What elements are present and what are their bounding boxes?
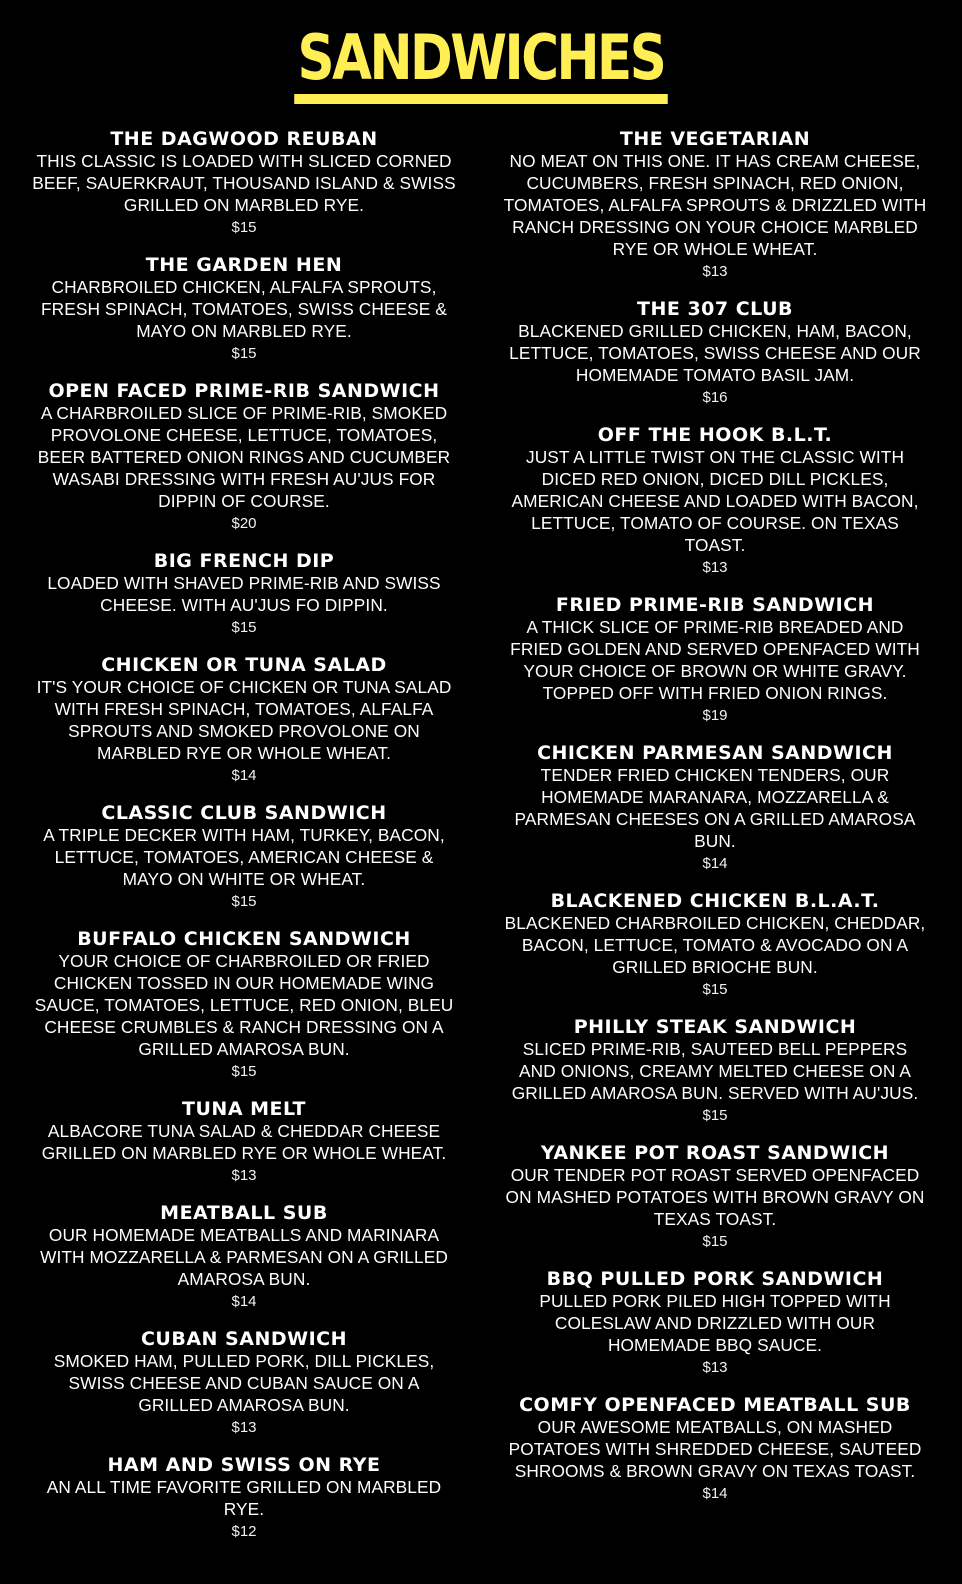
menu-item-price: $15	[231, 893, 257, 910]
menu-item	[503, 742, 927, 874]
menu-item	[30, 380, 458, 534]
menu-item-price: $15	[702, 1107, 728, 1124]
title-wrap	[0, 21, 962, 104]
menu-item-name: TUNA MELT	[182, 1098, 306, 1120]
menu-item	[30, 550, 458, 638]
menu-item-price: $14	[231, 767, 257, 784]
menu-item-name: BLACKENED CHICKEN B.L.A.T.	[550, 890, 880, 912]
menu-item-price: $13	[702, 559, 728, 576]
menu-item-price: $15	[231, 219, 257, 236]
menu-item-description: JUST A LITTLE TWIST ON THE CLASSIC WITH DICED RED ONION, DICED DILL PICKLES, AMERICAN CHEESE AND LOADED WITH BACON, LETTUCE, TOMATO OF COURSE. ON TEXAS TOAST.	[511, 447, 919, 555]
menu-item-price: $13	[231, 1167, 257, 1184]
menu-item-price: $20	[231, 515, 257, 532]
menu-item-description: ALBACORE TUNA SALAD & CHEDDAR CHEESE GRILLED ON MARBLED RYE OR WHOLE WHEAT.	[41, 1121, 447, 1163]
menu-item-description: BLACKENED CHARBROILED CHICKEN, CHEDDAR, BACON, LETTUCE, TOMATO & AVOCADO ON A GRILLED BRIOCHE BUN.	[504, 913, 926, 977]
menu-item	[30, 802, 458, 912]
menu-item-name: CHICKEN OR TUNA SALAD	[101, 654, 387, 676]
menu-item-description: YOUR CHOICE OF CHARBROILED OR FRIED CHICKEN TOSSED IN OUR HOMEMADE WING SAUCE, TOMATOES, LETTUCE, RED ONION, BLEU CHEESE CRUMBLES & RANCH DRESSING ON A GRILLED AMAROSA BUN.	[34, 951, 454, 1059]
menu-item-price: $13	[702, 1359, 728, 1376]
menu-item-name: PHILLY STEAK SANDWICH	[573, 1016, 857, 1038]
menu-item-description: OUR TENDER POT ROAST SERVED OPENFACED ON MASHED POTATOES WITH BROWN GRAVY ON TEXAS TOAST.	[505, 1165, 925, 1229]
menu-item-description: SMOKED HAM, PULLED PORK, DILL PICKLES, SWISS CHEESE AND CUBAN SAUCE ON A GRILLED AMAROSA BUN.	[53, 1351, 435, 1415]
menu-item-description: IT'S YOUR CHOICE OF CHICKEN OR TUNA SALAD WITH FRESH SPINACH, TOMATOES, ALFALFA SPROUTS AND SMOKED PROVOLONE ON MARBLED RYE OR WHOLE WHEAT.	[36, 677, 452, 763]
menu-item-name: THE 307 CLUB	[636, 298, 793, 320]
menu-item	[503, 594, 927, 726]
menu-item	[503, 890, 927, 1000]
menu-item-description: AN ALL TIME FAVORITE GRILLED ON MARBLED RYE.	[46, 1477, 442, 1519]
menu-item	[30, 1454, 458, 1542]
menu-item-price: $15	[702, 981, 728, 998]
menu-item-description: CHARBROILED CHICKEN, ALFALFA SPROUTS, FRESH SPINACH, TOMATOES, SWISS CHEESE & MAYO ON MARBLED RYE.	[41, 277, 447, 341]
menu-item-name: BIG FRENCH DIP	[153, 550, 335, 572]
menu-item-name: MEATBALL SUB	[160, 1202, 328, 1224]
menu-item	[30, 128, 458, 238]
menu-item	[30, 654, 458, 786]
menu-item-price: $12	[231, 1523, 257, 1540]
menu-item-description: LOADED WITH SHAVED PRIME-RIB AND SWISS CHEESE. WITH AU'JUS FO DIPPIN.	[47, 573, 441, 615]
menu-item-name: OPEN FACED PRIME-RIB SANDWICH	[48, 380, 440, 402]
menu-item-description: BLACKENED GRILLED CHICKEN, HAM, BACON, LETTUCE, TOMATOES, SWISS CHEESE AND OUR HOMEMADE TOMATO BASIL JAM.	[509, 321, 921, 385]
menu-item-description: THIS CLASSIC IS LOADED WITH SLICED CORNED BEEF, SAUERKRAUT, THOUSAND ISLAND & SWISS GRILLED ON MARBLED RYE.	[32, 151, 456, 215]
menu-item-description: TENDER FRIED CHICKEN TENDERS, OUR HOMEMADE MARANARA, MOZZARELLA & PARMESAN CHEESES ON A GRILLED AMAROSA BUN.	[514, 765, 916, 851]
menu-item-name: FRIED PRIME-RIB SANDWICH	[555, 594, 875, 616]
menu-item	[503, 298, 927, 408]
menu-item-price: $15	[231, 1063, 257, 1080]
menu-item-price: $16	[702, 389, 728, 406]
menu-item-description: OUR HOMEMADE MEATBALLS AND MARINARA WITH MOZZARELLA & PARMESAN ON A GRILLED AMAROSA BUN.	[40, 1225, 448, 1289]
menu-item-price: $15	[231, 345, 257, 362]
menu-item-price: $13	[231, 1419, 257, 1436]
menu-item-name: COMFY OPENFACED MEATBALL SUB	[519, 1394, 911, 1416]
menu-item	[30, 1098, 458, 1186]
menu-item-price: $14	[702, 855, 728, 872]
menu-item-description: A CHARBROILED SLICE OF PRIME-RIB, SMOKED PROVOLONE CHEESE, LETTUCE, TOMATOES, BEER BATTERED ONION RINGS AND CUCUMBER WASABI DRESSING WITH FRESH AU'JUS FOR DIPPIN OF COURSE.	[37, 403, 451, 511]
menu-item	[503, 1142, 927, 1252]
menu-item	[503, 128, 927, 282]
menu-item-name: CHICKEN PARMESAN SANDWICH	[537, 742, 893, 764]
menu-item-description: A TRIPLE DECKER WITH HAM, TURKEY, BACON, LETTUCE, TOMATOES, AMERICAN CHEESE & MAYO ON WHITE OR WHEAT.	[43, 825, 445, 889]
menu-item-description: A THICK SLICE OF PRIME-RIB BREADED AND FRIED GOLDEN AND SERVED OPENFACED WITH YOUR CHOICE OF BROWN OR WHITE GRAVY. TOPPED OFF WITH FRIED ONION RINGS.	[510, 617, 920, 703]
menu-item-name: CUBAN SANDWICH	[140, 1328, 347, 1350]
menu-item-name: YANKEE POT ROAST SANDWICH	[540, 1142, 890, 1164]
menu-item	[30, 928, 458, 1082]
menu-item-price: $15	[702, 1233, 728, 1250]
menu-item	[30, 1202, 458, 1312]
menu-item-name: HAM AND SWISS ON RYE	[107, 1454, 381, 1476]
menu-item-price: $14	[702, 1485, 728, 1502]
menu-item-name: THE DAGWOOD REUBAN	[110, 128, 378, 150]
menu-title: SANDWICHES	[294, 26, 667, 104]
menu-item-name: CLASSIC CLUB SANDWICH	[101, 802, 387, 824]
menu-item-name: OFF THE HOOK B.L.T.	[597, 424, 833, 446]
menu-item	[503, 1394, 927, 1504]
menu-item-name: THE VEGETARIAN	[619, 128, 811, 150]
menu-item-name: BBQ PULLED PORK SANDWICH	[546, 1268, 884, 1290]
menu-item-description: OUR AWESOME MEATBALLS, ON MASHED POTATOES WITH SHREDDED CHEESE, SAUTEED SHROOMS & BROWN GRAVY ON TEXAS TOAST.	[508, 1417, 922, 1481]
menu-item-name: THE GARDEN HEN	[145, 254, 343, 276]
left-menu-column	[30, 128, 458, 1542]
menu-item-name: BUFFALO CHICKEN SANDWICH	[77, 928, 411, 950]
menu-item	[30, 254, 458, 364]
menu-item-description: NO MEAT ON THIS ONE. IT HAS CREAM CHEESE, CUCUMBERS, FRESH SPINACH, RED ONION, TOMATOES, ALFALFA SPROUTS & DRIZZLED WITH RANCH DRESSING ON YOUR CHOICE MARBLED RYE OR WHOLE WHEAT.	[503, 151, 927, 259]
menu-item	[503, 1268, 927, 1378]
menu-item-price: $13	[702, 263, 728, 280]
right-menu-column	[503, 128, 927, 1504]
menu-item	[503, 1016, 927, 1126]
menu-item-description: PULLED PORK PILED HIGH TOPPED WITH COLESLAW AND DRIZZLED WITH OUR HOMEMADE BBQ SAUCE.	[539, 1291, 891, 1355]
menu-item-description: SLICED PRIME-RIB, SAUTEED BELL PEPPERS AND ONIONS, CREAMY MELTED CHEESE ON A GRILLED AMAROSA BUN. SERVED WITH AU'JUS.	[511, 1039, 919, 1103]
menu-item-price: $14	[231, 1293, 257, 1310]
menu-item	[503, 424, 927, 578]
menu-item	[30, 1328, 458, 1438]
menu-item-price: $15	[231, 619, 257, 636]
menu-item-price: $19	[702, 707, 728, 724]
